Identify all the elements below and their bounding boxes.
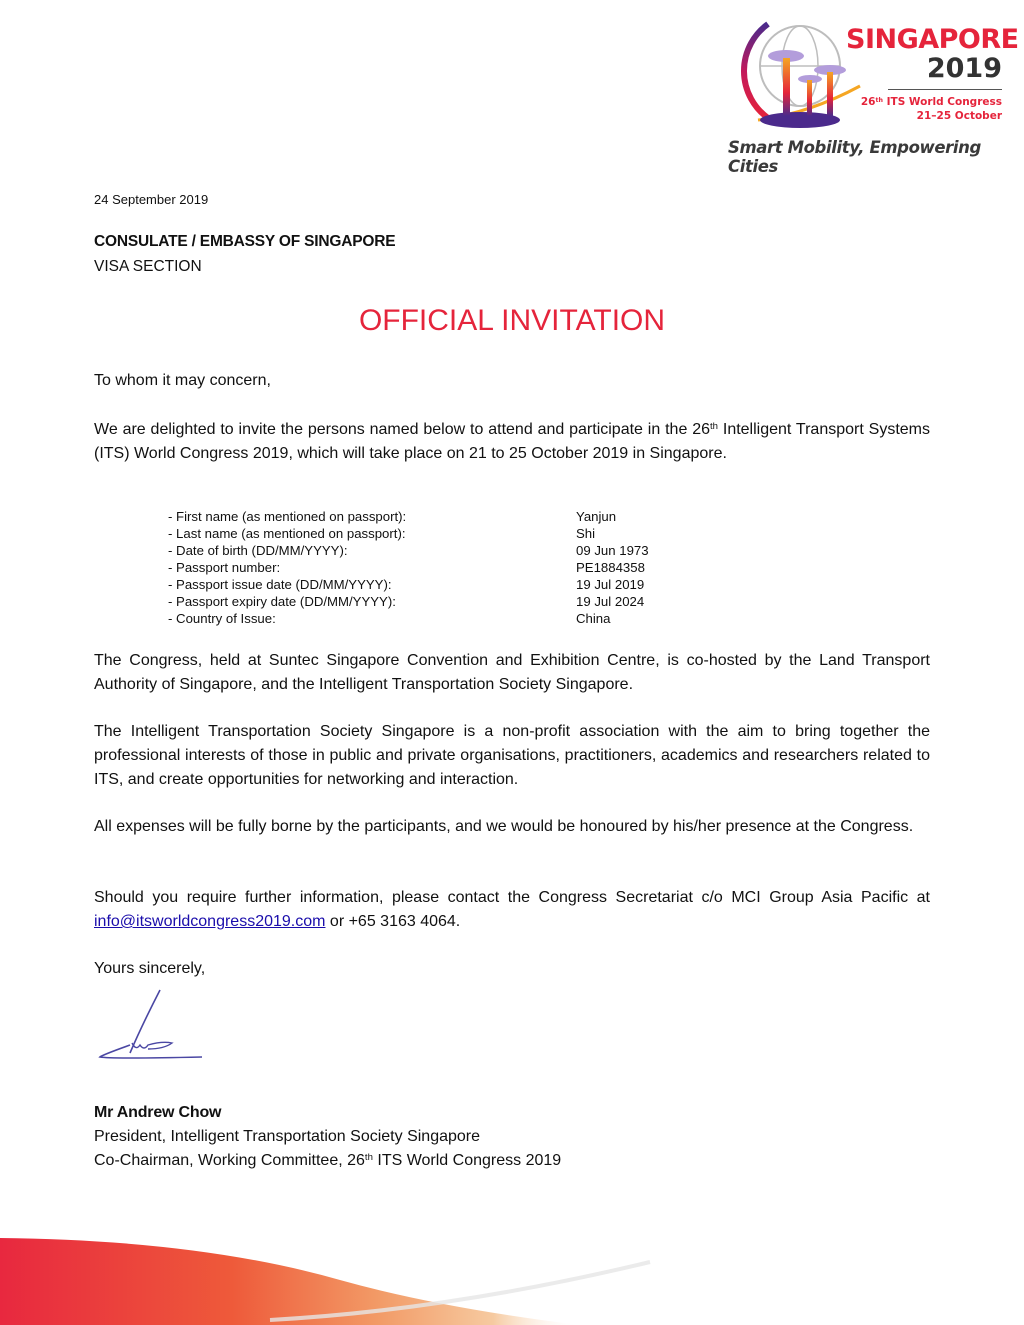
detail-row — [168, 508, 649, 525]
logo-event-dates: 21–25 October — [916, 110, 1002, 122]
closing: Yours sincerely, — [94, 960, 206, 977]
participant-details — [168, 508, 649, 627]
contact-paragraph: Should you require further information, please contact the Congress Secretariat c/o MCI Group Asia Pacific at info@itsworldcongress2019.com or +65 3163 4064. — [94, 889, 930, 930]
detail-row — [168, 593, 649, 610]
logo-divider — [888, 89, 1002, 90]
detail-label: - First name (as mentioned on passport): — [168, 509, 407, 524]
intro-paragraph: We are delighted to invite the persons named below to attend and participate in the 26th Intelligent Transport Systems (ITS) World Congress 2019, which will take place on 21 to 25 October 2019 in Singapore. — [94, 421, 930, 462]
society-paragraph: The Intelligent Transportation Society Singapore is a non-profit association with the aim to bring together the professional interests of those in public and private organisations, practitioners, academics and researchers related to ITS, and create opportunities for networking and interaction. — [94, 723, 930, 788]
letter-date: 24 September 2019 — [94, 192, 209, 207]
detail-value: China — [576, 611, 611, 626]
signer-name: Mr Andrew Chow — [94, 1104, 222, 1121]
detail-value: 09 Jun 1973 — [576, 543, 649, 558]
detail-row — [168, 525, 649, 542]
detail-label: - Passport issue date (DD/MM/YYYY): — [168, 577, 392, 592]
congress-paragraph: The Congress, held at Suntec Singapore Convention and Exhibition Centre, is co-hosted by the Land Transport Authority of Singapore, and the Intelligent Transportation Society Singapore. — [94, 652, 930, 693]
signature-image — [92, 985, 212, 1065]
signer-role-1: President, Intelligent Transportation Society Singapore — [94, 1128, 481, 1145]
detail-row — [168, 542, 649, 559]
detail-value: Yanjun — [576, 509, 617, 524]
detail-row — [168, 559, 649, 576]
detail-label: - Passport expiry date (DD/MM/YYYY): — [168, 594, 396, 609]
signer-role-2: Co-Chairman, Working Committee, 26th ITS World Congress 2019 — [94, 1152, 562, 1169]
detail-value: PE1884358 — [576, 560, 645, 575]
footer-swoosh — [0, 1210, 700, 1325]
expenses-paragraph: All expenses will be fully borne by the participants, and we would be honoured by his/her presence at the Congress. — [94, 818, 914, 835]
page-title: OFFICIAL INVITATION — [358, 304, 666, 337]
logo-tagline: Smart Mobility, Empowering Cities — [728, 138, 981, 176]
detail-label: - Country of Issue: — [168, 611, 276, 626]
recipient: CONSULATE / EMBASSY OF SINGAPORE — [94, 233, 396, 250]
detail-row — [168, 576, 649, 593]
detail-row — [168, 610, 649, 627]
detail-value: 19 Jul 2019 — [576, 577, 645, 592]
detail-label: - Date of birth (DD/MM/YYYY): — [168, 543, 348, 558]
detail-value: 19 Jul 2024 — [576, 594, 645, 609]
detail-label: - Last name (as mentioned on passport): — [168, 526, 406, 541]
salutation: To whom it may concern, — [94, 372, 271, 389]
logo-city: SINGAPORE — [846, 24, 1019, 55]
detail-label: - Passport number: — [168, 560, 281, 575]
congress-logo — [728, 14, 1019, 176]
logo-year: 2019 — [926, 53, 1002, 84]
logo-event-name: 26th ITS World Congress — [860, 96, 1002, 108]
detail-value: Shi — [576, 526, 596, 541]
email-link[interactable]: info@itsworldcongress2019.com — [94, 913, 326, 930]
recipient-section: VISA SECTION — [94, 258, 202, 275]
